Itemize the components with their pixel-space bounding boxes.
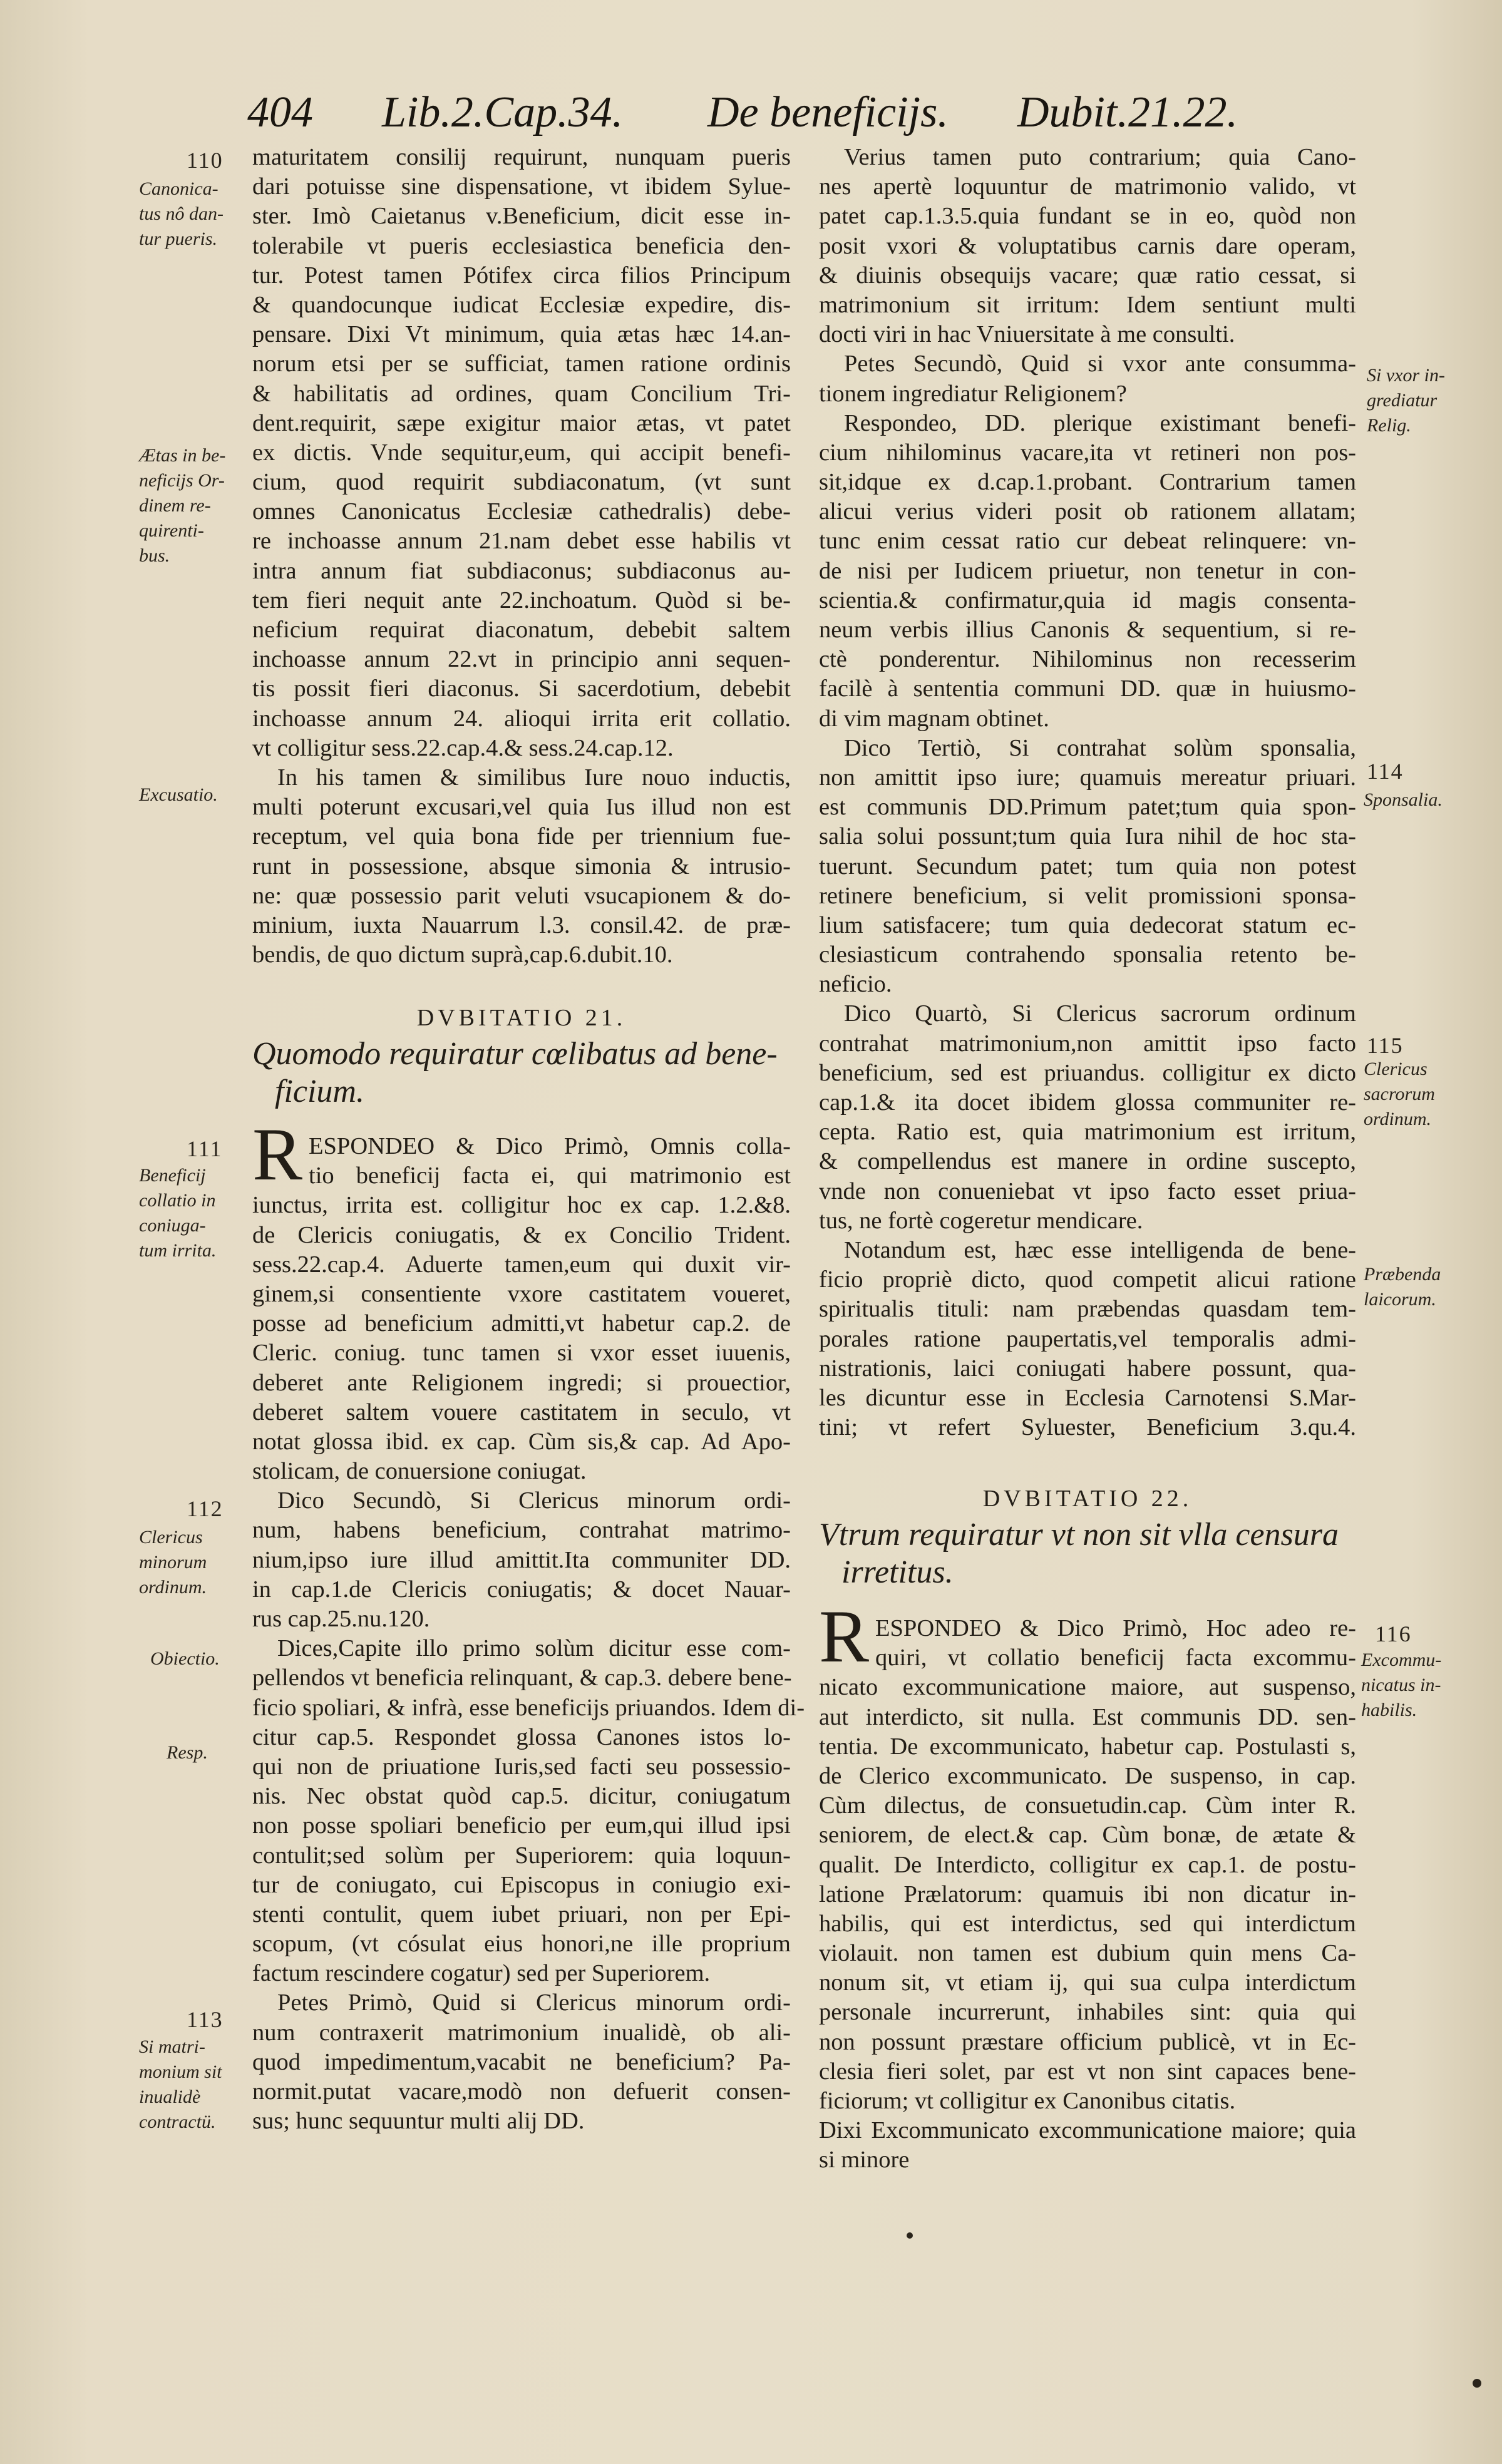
section-title: De beneficijs. bbox=[707, 88, 949, 136]
text-line: norum etsi per se sufficiat, tamen ratione ordinis bbox=[252, 351, 791, 377]
text-line: porales ratione paupertatis,vel temporalis admi- bbox=[819, 1325, 1356, 1352]
book-chapter: Lib.2.Cap.34. bbox=[382, 88, 624, 136]
text-line: pellendos vt beneficia relinquant, & cap.3. debere bene- bbox=[252, 1665, 792, 1691]
marginal-note-aetas bbox=[139, 443, 225, 568]
text-line: clesiasticum contrahendo sponsalia retento be- bbox=[819, 942, 1356, 968]
text-line: ne: quæ possessio parit veluti vsucapionem & do- bbox=[252, 882, 791, 909]
text-line: neum verbis illius Canonis & sequentium, si re- bbox=[819, 617, 1356, 643]
text-line: latione Prælatorum: quamuis ibi non dicatur in- bbox=[819, 1881, 1356, 1907]
text-line: & quandocunque iudicat Ecclesiæ expedire, dis- bbox=[252, 291, 791, 318]
text-line: beneficium, sed est priuandus. colligitur ex dicto bbox=[819, 1059, 1356, 1086]
text-line: inchoasse annum 22.vt in principio anni sequen- bbox=[252, 646, 791, 673]
text-line: lium satisfacere; tum quia dedecorat statum ec- bbox=[819, 911, 1356, 938]
text-line: salia solui possunt;tum quia Iura nihil de hoc sta- bbox=[819, 823, 1356, 850]
marginal-note-line: contractü. bbox=[139, 2112, 216, 2132]
text-line: stolicam, de conuersione coniugat. bbox=[252, 1458, 587, 1485]
drop-cap-r-2: R bbox=[819, 1594, 870, 1678]
text-line: receptum, vel quia bona fide per triennium fue- bbox=[252, 823, 791, 850]
text-line: scopum, (vt cósulat eius honori,ne ille proprium bbox=[252, 1931, 791, 1958]
text-line: citur cap.5. Respondet glossa Canones istos lo- bbox=[252, 1723, 791, 1750]
text-line: violauit. non tamen est dubium quin mens Ca- bbox=[819, 1940, 1356, 1967]
text-line: Dixi Excommunicato excommunicatione maiore; quia bbox=[819, 2117, 1356, 2144]
drop-cap-r: R bbox=[252, 1112, 303, 1196]
left-column-bottom bbox=[252, 1112, 805, 2136]
marginal-note-line: ordinum. bbox=[1364, 1109, 1432, 1129]
marginal-note-excommunicatus bbox=[1361, 1648, 1441, 1723]
text-line: ESPONDEO & Dico Primò, Hoc adeo re- bbox=[875, 1615, 1356, 1641]
marginal-note-line: tum irrita. bbox=[139, 1240, 217, 1261]
text-line: tio beneficij facta ei, qui matrimonio est bbox=[309, 1163, 791, 1189]
dubitatio-21-heading: DVBITATIO 21. bbox=[416, 1005, 627, 1031]
text-line: tuerunt. Secundum patet; tum quia non potest bbox=[819, 853, 1356, 880]
text-line: les dicuntur esse in Ecclesia Carnotensi S.Mar- bbox=[819, 1384, 1356, 1411]
text-line: bendis, de quo dictum suprà,cap.6.dubit.10. bbox=[252, 942, 673, 968]
text-line: tolerabile vt pueris ecclesiastica beneficia den- bbox=[252, 232, 791, 259]
marginal-note-line: Si vxor in- bbox=[1367, 365, 1445, 386]
dubitatio-21-title-1: Quomodo requiratur cœlibatus ad bene- bbox=[252, 1036, 778, 1072]
text-line: cium nihilominus vacare,ita vt retineri non pos- bbox=[819, 439, 1356, 466]
marginal-note-line: coniuga- bbox=[139, 1215, 206, 1236]
text-line: ctè ponderentur. Nihilominus non recesserim bbox=[819, 646, 1356, 673]
marginal-note-line: tur pueris. bbox=[139, 228, 218, 249]
running-head bbox=[247, 88, 1280, 144]
marginal-number-115: 115 bbox=[1367, 1033, 1404, 1058]
text-line: cium, quod requirit subdiaconatum, (vt sunt bbox=[252, 469, 791, 496]
text-line: de Clericis coniugatis, & ex Concilio Trident. bbox=[252, 1221, 791, 1248]
text-line: tus, ne fortè cogeretur mendicare. bbox=[819, 1207, 1143, 1234]
text-line: posit vxori & voluptatibus carnis dare operam, bbox=[819, 232, 1356, 259]
text-line: spiritualis tituli: nam præbendas quasdam tem- bbox=[819, 1296, 1356, 1323]
text-line: nis. Nec obstat quòd cap.5. dicitur, coniugatum bbox=[252, 1783, 791, 1810]
text-line: minium, iuxta Nauarrum l.3. consil.42. de præ- bbox=[252, 911, 791, 938]
text-line: Respondeo, DD. plerique existimant benefi- bbox=[844, 409, 1356, 436]
text-line: ESPONDEO & Dico Primò, Omnis colla- bbox=[309, 1133, 791, 1159]
text-line: nonum sit, vt etiam ij, qui sua culpa interdictum bbox=[819, 1969, 1356, 1996]
dubitatio-22-heading: DVBITATIO 22. bbox=[982, 1486, 1193, 1512]
text-line: Verius tamen puto contrarium; quia Cano- bbox=[844, 144, 1356, 170]
marginal-note-line: Clericus bbox=[139, 1527, 203, 1548]
right-column-top bbox=[819, 143, 1356, 1442]
marginal-note-sponsalia: Sponsalia. bbox=[1364, 789, 1443, 810]
text-line: neficium requirat diaconatum, debebit saltem bbox=[252, 617, 791, 643]
text-line: deberet saltem vouere castitatem in seculo, vt bbox=[252, 1399, 791, 1425]
marginal-note-line: Clericus bbox=[1364, 1059, 1427, 1079]
text-line: runt in possessione, absque simonia & intrusio- bbox=[252, 853, 791, 880]
text-line: sit,idque ex d.cap.1.probant. Contrarium tamen bbox=[819, 469, 1356, 496]
dubitatio-range: Dubit.21.22. bbox=[1017, 88, 1238, 136]
page-number: 404 bbox=[247, 88, 313, 136]
text-line: ficio propriè dicto, quod competit alicui ratione bbox=[819, 1266, 1356, 1293]
marginal-note-line: nicatus in- bbox=[1361, 1675, 1441, 1695]
marginal-note-obiectio: Obiectio. bbox=[150, 1648, 220, 1669]
text-line: scientia.& confirmatur,quia id magis consenta- bbox=[819, 587, 1356, 613]
marginal-number-114: 114 bbox=[1367, 759, 1404, 784]
text-line: non amittit ipso iure; quamuis mereatur priuari. bbox=[819, 764, 1356, 791]
text-line: dari potuisse sine dispensatione, vt ibidem Sylue- bbox=[252, 173, 791, 200]
marginal-note-line: bus. bbox=[139, 545, 170, 566]
text-line: nicato excommunicatione maiore, aut suspenso, bbox=[819, 1674, 1356, 1701]
marginal-note-line: Excommu- bbox=[1361, 1650, 1442, 1670]
text-line: cepta. Ratio est, quia matrimonium est irritum, bbox=[819, 1119, 1356, 1146]
marginal-note-praebenda bbox=[1364, 1262, 1441, 1312]
marginal-note-line: grediatur bbox=[1367, 390, 1438, 411]
text-line: tur. Potest tamen Pótifex circa filios Principum bbox=[252, 262, 791, 289]
text-line: alicui verius videri posit ob rationem allatam; bbox=[819, 498, 1356, 525]
text-line: Petes Primò, Quid si Clericus minorum ordi- bbox=[277, 1989, 791, 2016]
text-line: di vim magnam obtinet. bbox=[819, 705, 1049, 732]
text-line: posse ad beneficium admitti,vt habetur cap.2. de bbox=[252, 1310, 791, 1337]
text-line: sess.22.cap.4. Aduerte tamen,eum qui duxit vir- bbox=[252, 1251, 791, 1278]
text-line: Cùm dilectus, de consuetudin.cap. Cùm inter R. bbox=[819, 1792, 1356, 1819]
text-line: & compellendus est manere in ordine suscepto, bbox=[819, 1148, 1356, 1175]
marginal-note-vxor bbox=[1367, 363, 1445, 438]
text-line: ficio spoliari, & infrà, esse beneficijs priuandos. Idem di- bbox=[252, 1694, 805, 1721]
text-line: num contraxerit matrimonium inualidè, ob ali- bbox=[252, 2019, 791, 2046]
text-line: multi poterunt excusari,vel quia Ius illud non est bbox=[252, 794, 791, 821]
text-line: Petes Secundò, Quid si vxor ante consumma- bbox=[844, 351, 1356, 377]
text-line: matrimonium sit irritum: Idem sentiunt multi bbox=[819, 291, 1356, 318]
text-line: Dices,Capite illo primo solùm dicitur esse com- bbox=[277, 1635, 791, 1662]
text-line: quiri, vt collatio beneficij facta excommu- bbox=[875, 1645, 1356, 1671]
text-line: facilè à sententia communi DD. quæ in huiusmo- bbox=[819, 675, 1356, 702]
text-line: Dico Secundò, Si Clericus minorum ordi- bbox=[277, 1487, 791, 1514]
dubitatio-21-heading-block bbox=[252, 1000, 791, 1111]
text-line: contrahat matrimonium,non amittit ipso facto bbox=[819, 1030, 1356, 1057]
left-column-top bbox=[252, 143, 791, 970]
marginal-note-line: minorum bbox=[139, 1552, 207, 1573]
text-line: quod impedimentum,vacabit ne beneficium? Pa- bbox=[252, 2048, 791, 2075]
text-line: neficio. bbox=[819, 971, 892, 998]
text-line: intra annum fiat subdiaconus; subdiaconus au- bbox=[252, 557, 791, 584]
text-line: ginem,si consentiente vxore castitatem voueret, bbox=[252, 1280, 791, 1307]
text-line: tur de coniugato, cui Episcopus in coniugio exi- bbox=[252, 1871, 791, 1898]
marginal-note-line: Ætas in be- bbox=[139, 445, 226, 466]
text-line: tini; vt refert Syluester, Beneficium 3.qu.4. bbox=[819, 1414, 1356, 1441]
marginal-number-116: 116 bbox=[1375, 1621, 1412, 1646]
dubitatio-22-title-2: irretitus. bbox=[841, 1554, 954, 1590]
text-line: contulit;sed solùm per Superiorem: quia loquun- bbox=[252, 1842, 791, 1869]
text-line: docti viri in hac Vniuersitate à me consulti. bbox=[819, 321, 1235, 348]
marginal-note-line: monium sit bbox=[139, 2061, 222, 2082]
text-line: de nisi per Iudicem priuetur, non tenetur in con- bbox=[819, 557, 1356, 584]
text-line: aut interdicto, sit nulla. Est communis DD. sen- bbox=[819, 1703, 1356, 1730]
marginal-number-112: 112 bbox=[187, 1496, 224, 1521]
marginal-note-line: tus nô dan- bbox=[139, 203, 224, 224]
text-line: iunctus, irrita est. colligitur hoc ex cap. 1.2.&8. bbox=[252, 1192, 791, 1219]
text-line: normit.putat vacare,modò non defuerit consen- bbox=[252, 2078, 791, 2105]
text-line: non possunt præstare officium publicè, vt in Ec- bbox=[819, 2028, 1356, 2055]
text-line: retinere beneficium, si velit promissioni sponsa- bbox=[819, 882, 1356, 909]
text-line: seniorem, de elect.& cap. Cùm bonæ, de ætate & bbox=[819, 1822, 1356, 1849]
text-line: est communis DD.Primum patet;tum quia spon- bbox=[819, 794, 1356, 821]
text-line: Dico Tertiò, Si contrahat solùm sponsalia, bbox=[844, 734, 1356, 761]
dubitatio-21-title-2: ficium. bbox=[275, 1074, 364, 1109]
text-line: & diuinis obsequijs vacare; quæ ratio cessat, si bbox=[819, 262, 1356, 289]
marginal-number-111: 111 bbox=[187, 1136, 223, 1161]
decorative-dot-2 bbox=[1473, 2379, 1481, 2388]
text-line: inchoasse annum 24. alioqui irrita erit collatio. bbox=[252, 705, 791, 732]
text-line: non posse spoliari beneficio per eum,qui illud ipsi bbox=[252, 1812, 791, 1839]
text-line: factum rescindere cogatur) sed per Superiorem. bbox=[252, 1960, 711, 1987]
text-line: tionem ingrediatur Religionem? bbox=[819, 380, 1127, 407]
text-line: tem fieri nequit ante 22.inchoatum. Quòd si be- bbox=[252, 587, 791, 613]
text-line: In his tamen & similibus Iure nouo inductis, bbox=[277, 764, 791, 791]
marginal-note-line: Canonica- bbox=[139, 178, 219, 199]
text-line: rus cap.25.nu.120. bbox=[252, 1606, 430, 1632]
marginal-number-113: 113 bbox=[187, 2007, 224, 2032]
marginal-note-line: ordinum. bbox=[139, 1577, 207, 1598]
marginal-note-line: quirenti- bbox=[139, 520, 204, 541]
text-line: maturitatem consilij requirunt, nunquam pueris bbox=[252, 144, 791, 170]
text-line: vt colligitur sess.22.cap.4.& sess.24.cap.12. bbox=[252, 734, 674, 761]
text-line: dent.requirit, sæpe exigitur maior ætas, vt patet bbox=[252, 409, 791, 436]
marginal-note-clericus-sacrorum bbox=[1364, 1057, 1435, 1132]
text-line: si minore bbox=[819, 2147, 910, 2174]
text-line: patet cap.1.3.5.quia fundant se in eo, quòd non bbox=[819, 203, 1356, 230]
text-line: Dico Quartò, Si Clericus sacrorum ordinum bbox=[844, 1000, 1356, 1027]
text-line: clesia fieri solet, par est vt non sint capaces bene- bbox=[819, 2058, 1356, 2085]
text-line: tis possit fieri diaconus. Si sacerdotium, debebit bbox=[252, 675, 791, 702]
marginal-note-line: neficijs Or- bbox=[139, 470, 225, 491]
marginal-note-line: dinem re- bbox=[139, 495, 211, 516]
text-line: qualit. De Interdicto, colligitur ex cap.1. de postu- bbox=[819, 1851, 1356, 1878]
dubitatio-22-heading-block bbox=[819, 1481, 1356, 1591]
marginal-note-line: collatio in bbox=[139, 1190, 216, 1211]
marginal-note-resp: Resp. bbox=[167, 1742, 208, 1763]
dubitatio-22-title-1: Vtrum requiratur vt non sit vlla censura bbox=[819, 1517, 1339, 1553]
text-line: personale incurrerunt, inhabiles sint: quia qui bbox=[819, 1999, 1356, 2026]
marginal-note-clericus-minorum bbox=[139, 1525, 207, 1600]
marginal-note-line: habilis. bbox=[1361, 1700, 1417, 1720]
marginal-note-line: Beneficij bbox=[139, 1165, 206, 1186]
text-line: vnde non conueniebat vt ipso facto esset priua- bbox=[819, 1178, 1356, 1204]
text-line: in cap.1.de Clericis coniugatis; & docet Nauar- bbox=[252, 1576, 791, 1603]
text-line: sus; hunc sequuntur multi alij DD. bbox=[252, 2108, 585, 2135]
text-line: & habilitatis ad ordines, quam Concilium Tri- bbox=[252, 380, 791, 407]
text-line: nium,ipso iure illud amittit.Ita communiter DD. bbox=[252, 1546, 791, 1573]
marginal-note-excusatio: Excusatio. bbox=[139, 784, 218, 805]
text-line: notat glossa ibid. ex cap. Cùm sis,& cap. Ad Apo- bbox=[252, 1428, 791, 1455]
text-line: stenti contulit, quem iubet priuari, non per Epi- bbox=[252, 1901, 791, 1928]
marginal-number-110: 110 bbox=[187, 148, 224, 173]
text-line: cap.1.& ita docet ibidem glossa communiter re- bbox=[819, 1089, 1356, 1116]
text-line: tentia. De excommunicato, habetur cap. Postulasti s, bbox=[819, 1733, 1356, 1760]
marginal-note-line: sacrorum bbox=[1364, 1084, 1435, 1104]
marginal-note-line: Relig. bbox=[1367, 415, 1411, 436]
text-line: ex dictis. Vnde sequitur,eum, qui accipit benefi- bbox=[252, 439, 791, 466]
text-line: nes apertè loquuntur de matrimonio valido, vt bbox=[819, 173, 1356, 200]
text-line: pensare. Dixi Vt minimum, quia ætas hæc 14.an- bbox=[252, 321, 791, 348]
marginal-note-canonicatus bbox=[139, 177, 224, 252]
text-line: tunc enim cessat ratio cur debeat relinquere: vn- bbox=[819, 528, 1356, 555]
text-line: Cleric. coniug. tunc tamen si vxor esset iuuenis, bbox=[252, 1340, 791, 1367]
marginal-note-matrimonium bbox=[139, 2035, 222, 2135]
text-line: ficiorum; vt colligitur ex Canonibus citatis. bbox=[819, 2088, 1236, 2114]
marginal-note-line: Præbenda bbox=[1364, 1264, 1441, 1285]
text-line: nistrationis, laici coniugati habere possunt, qua- bbox=[819, 1355, 1356, 1382]
text-line: num, habens beneficium, contrahat matrimo- bbox=[252, 1517, 791, 1544]
right-column-bottom bbox=[819, 1594, 1356, 2175]
text-line: Notandum est, hæc esse intelligenda de bene- bbox=[844, 1236, 1356, 1263]
text-line: de Clerico excommunicato. De suspenso, in cap. bbox=[819, 1762, 1356, 1789]
decorative-dot bbox=[907, 2232, 913, 2239]
marginal-note-line: Si matri- bbox=[139, 2036, 205, 2057]
marginal-note-line: laicorum. bbox=[1364, 1289, 1436, 1310]
marginal-note-line: inualidè bbox=[139, 2087, 201, 2107]
text-line: re inchoasse annum 21.nam debet esse habilis vt bbox=[252, 528, 791, 555]
text-line: ster. Imò Caietanus v.Beneficium, dicit esse in- bbox=[252, 203, 791, 230]
text-line: omnes Canonicatus Ecclesiæ cathedralis) debe- bbox=[252, 498, 791, 525]
text-line: qui non de priuatione Iuris,sed facti seu possessio- bbox=[252, 1753, 791, 1780]
marginal-note-beneficij bbox=[139, 1163, 216, 1263]
text-line: deberet ante Religionem ingredi; si prouectior, bbox=[252, 1369, 791, 1396]
text-line: habilis, qui est interdictus, sed qui interdictum bbox=[819, 1910, 1356, 1937]
